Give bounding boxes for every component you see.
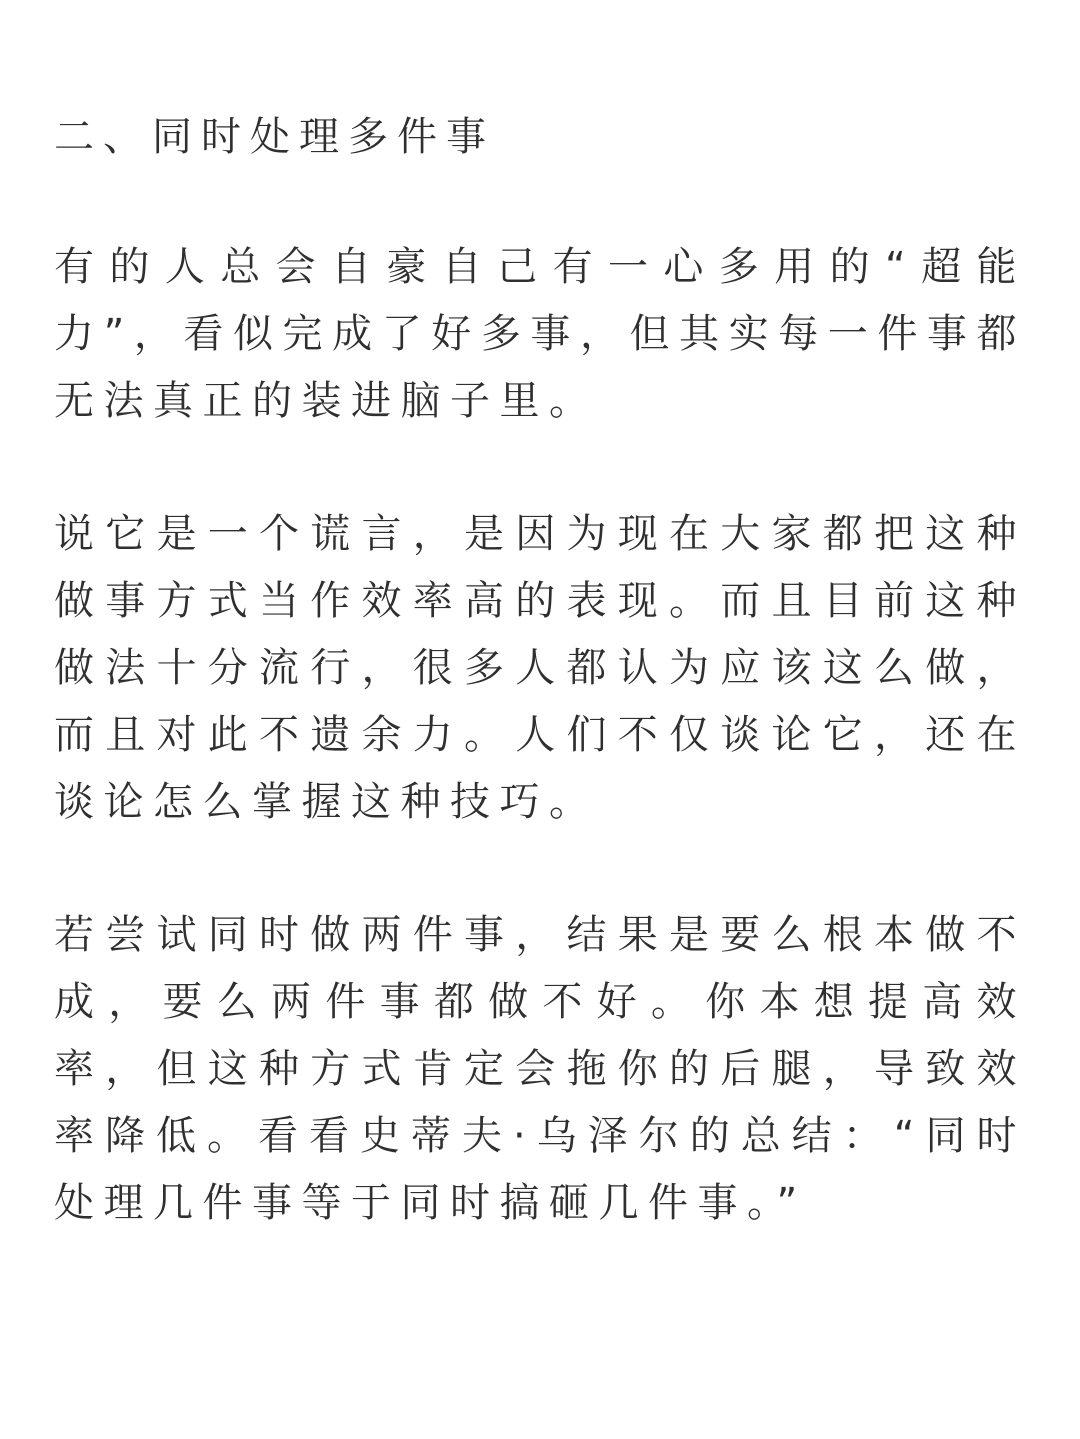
article-body	[54, 104, 1026, 1237]
section-heading: 二、同时处理多件事	[54, 114, 495, 160]
paragraph-1: 有的人总会自豪自己有一心多用的“超能力”，看似完成了好多事，但其实每一件事都无法真正的装进脑子里。	[54, 244, 1026, 424]
paragraph-2: 说它是一个谎言，是因为现在大家都把这种做事方式当作效率高的表现。而且目前这种做法十分流行，很多人都认为应该这么做，而且对此不遗余力。人们不仅谈论它，还在谈论怎么掌握这种技巧。	[54, 511, 1026, 825]
paragraph-3: 若尝试同时做两件事，结果是要么根本做不成，要么两件事都做不好。你本想提高效率，但这种方式肯定会拖你的后腿，导致效率降低。看看史蒂夫·乌泽尔的总结：“同时处理几件事等于同时搞砸几件事。”	[54, 912, 1026, 1226]
